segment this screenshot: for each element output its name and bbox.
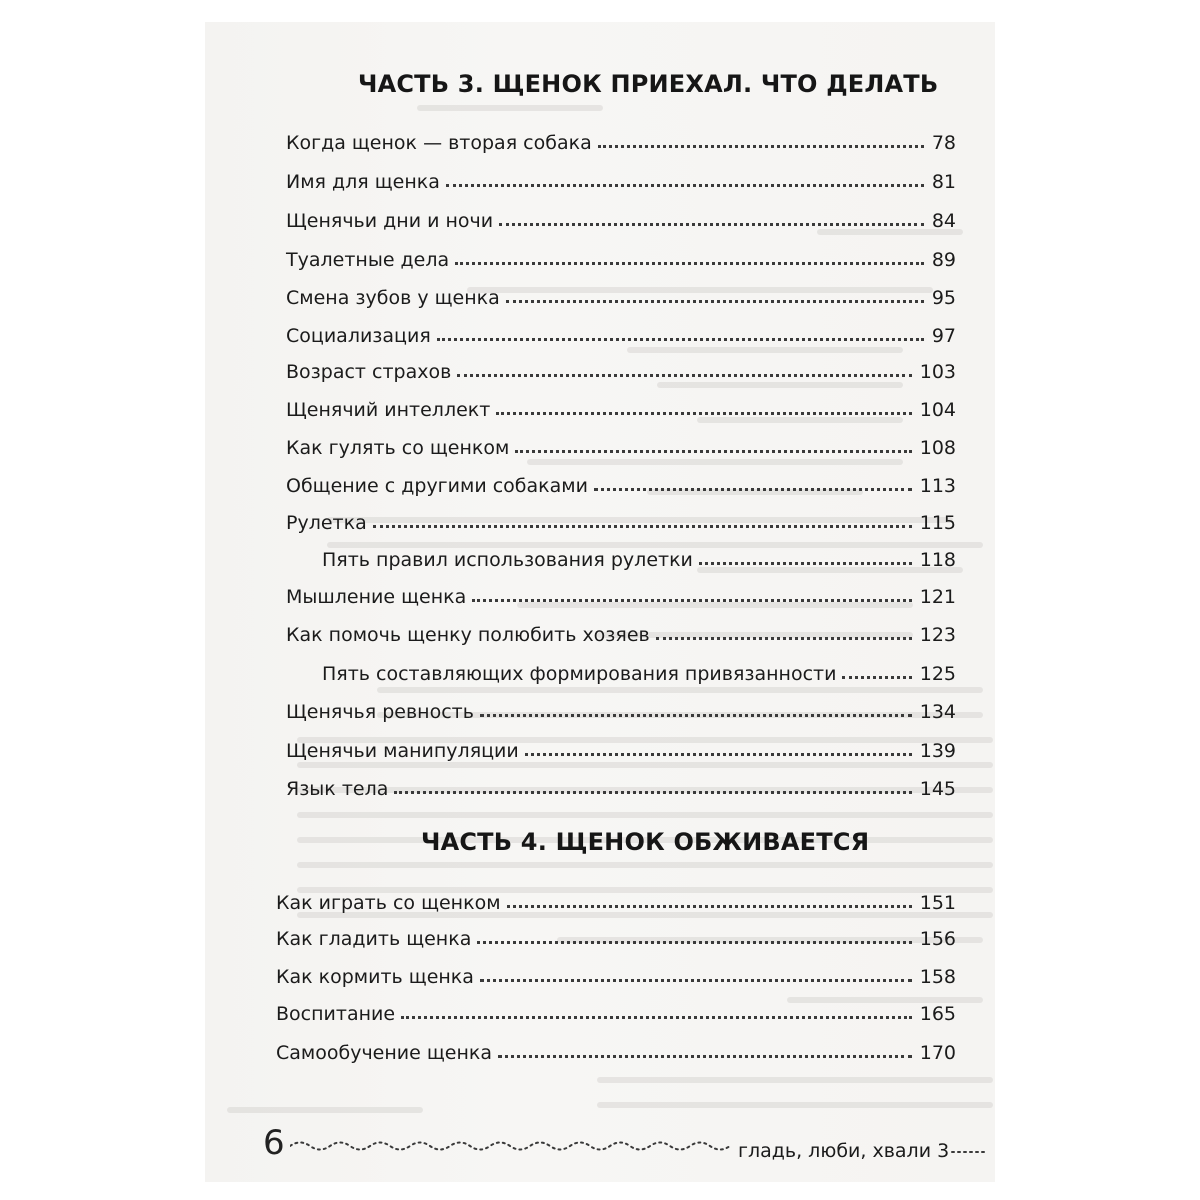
toc-entry-page: 103	[919, 361, 956, 383]
toc-entry-title: Смена зубов у щенка	[286, 287, 500, 309]
toc-entry-page: 170	[919, 1042, 956, 1064]
toc-entry-title: Воспитание	[276, 1003, 396, 1025]
toc-entry[interactable]	[286, 693, 956, 723]
toc-entry[interactable]	[286, 616, 956, 646]
leader-dots	[457, 374, 911, 377]
leader-dots	[699, 562, 912, 565]
toc-entry[interactable]	[286, 429, 956, 459]
toc-entry-title: Общение с другими собаками	[286, 475, 588, 497]
leader-dots	[594, 488, 912, 491]
toc-entry-title: Имя для щенка	[286, 171, 440, 193]
toc-entry-page: 104	[919, 399, 956, 421]
leader-dots	[437, 338, 924, 341]
leader-dots	[455, 262, 924, 265]
leader-dots	[515, 450, 911, 453]
toc-entry-title: Когда щенок — вторая собака	[286, 132, 592, 154]
toc-entry[interactable]	[286, 391, 956, 421]
toc-entry-title: Язык тела	[286, 778, 389, 800]
toc-entry[interactable]	[286, 279, 956, 309]
leader-dots	[401, 1016, 912, 1019]
toc-entry-page: 113	[919, 475, 956, 497]
toc-entry-title: Щенячьи манипуляции	[286, 740, 519, 762]
leader-dots	[472, 599, 911, 602]
leader-dots	[480, 714, 912, 717]
toc-entry-page: 97	[931, 325, 956, 347]
toc-entry[interactable]	[286, 353, 956, 383]
leader-dots	[656, 637, 912, 640]
toc-entry[interactable]	[276, 884, 956, 914]
section-title-part4: ЧАСТЬ 4. ЩЕНОК ОБЖИВАЕТСЯ	[421, 828, 870, 856]
toc-entry-title: Возраст страхов	[286, 361, 452, 383]
leader-dots	[480, 979, 912, 982]
toc-entry-page: 145	[919, 778, 956, 800]
toc-entry-title: Щенячий интеллект	[286, 399, 491, 421]
toc-entry-page: 139	[919, 740, 956, 762]
toc-entry-title: Как играть со щенком	[276, 892, 501, 914]
toc-entry[interactable]	[276, 1034, 956, 1064]
toc-entry-page: 89	[931, 249, 956, 271]
toc-entry-title: Щенячья ревность	[286, 701, 474, 723]
leader-dots	[394, 791, 911, 794]
leader-dots	[499, 223, 924, 226]
toc-entry-page: 151	[919, 892, 956, 914]
footer-wave-ornament	[290, 1136, 730, 1156]
toc-entry[interactable]	[286, 467, 956, 497]
toc-entry-title: Социализация	[286, 325, 431, 347]
toc-entry[interactable]	[286, 317, 956, 347]
toc-subentry[interactable]	[322, 541, 956, 571]
toc-entry[interactable]	[276, 920, 956, 950]
toc-entry-page: 118	[919, 549, 956, 571]
toc-entry-page: 134	[919, 701, 956, 723]
leader-dots	[507, 905, 912, 908]
toc-entry-page: 95	[931, 287, 956, 309]
toc-entry[interactable]	[286, 770, 956, 800]
toc-entry[interactable]	[286, 732, 956, 762]
toc-entry-title: Рулетка	[286, 512, 367, 534]
toc-entry-page: 115	[919, 512, 956, 534]
toc-entry-title: Как кормить щенка	[276, 966, 474, 988]
toc-entry-page: 123	[919, 624, 956, 646]
toc-entry-page: 84	[931, 210, 956, 232]
toc-entry[interactable]	[286, 202, 956, 232]
toc-entry[interactable]	[286, 578, 956, 608]
running-footer-book-title: гладь, люби, хвали 3	[738, 1140, 950, 1162]
toc-entry[interactable]	[286, 241, 956, 271]
toc-entry-title: Пять составляющих формирования привязанности	[322, 663, 837, 685]
section-title-part3: ЧАСТЬ 3. ЩЕНОК ПРИЕХАЛ. ЧТО ДЕЛАТЬ	[358, 70, 939, 98]
toc-entry-page: 78	[931, 132, 956, 154]
leader-dots	[496, 412, 911, 415]
leader-dots	[598, 145, 924, 148]
page-number: 6	[263, 1123, 285, 1163]
leader-dots	[525, 753, 912, 756]
leader-dots	[498, 1055, 912, 1058]
toc-entry[interactable]	[286, 124, 956, 154]
toc-entry-title: Туалетные дела	[286, 249, 450, 271]
toc-entry[interactable]	[276, 995, 956, 1025]
toc-entry-page: 108	[919, 437, 956, 459]
toc-entry[interactable]	[286, 163, 956, 193]
toc-entry-page: 81	[931, 171, 956, 193]
toc-entry-page: 156	[919, 928, 956, 950]
toc-entry[interactable]	[286, 504, 956, 534]
toc-subentry[interactable]	[322, 655, 956, 685]
toc-entry-title: Мышление щенка	[286, 586, 467, 608]
footer-dots-ornament	[950, 1146, 990, 1158]
toc-entry-page: 158	[919, 966, 956, 988]
leader-dots	[446, 184, 924, 187]
toc-entry-title: Щенячьи дни и ночи	[286, 210, 494, 232]
toc-entry[interactable]	[276, 958, 956, 988]
toc-entry-page: 121	[919, 586, 956, 608]
toc-entry-title: Как гулять со щенком	[286, 437, 510, 459]
leader-dots	[373, 525, 912, 528]
leader-dots	[506, 300, 924, 303]
leader-dots	[842, 676, 911, 679]
toc-entry-title: Как гладить щенка	[276, 928, 472, 950]
toc-entry-title: Пять правил использования рулетки	[322, 549, 693, 571]
toc-entry-title: Самообучение щенка	[276, 1042, 492, 1064]
toc-entry-title: Как помочь щенку полюбить хозяев	[286, 624, 650, 646]
toc-entry-page: 125	[919, 663, 956, 685]
toc-entry-page: 165	[919, 1003, 956, 1025]
leader-dots	[477, 941, 911, 944]
